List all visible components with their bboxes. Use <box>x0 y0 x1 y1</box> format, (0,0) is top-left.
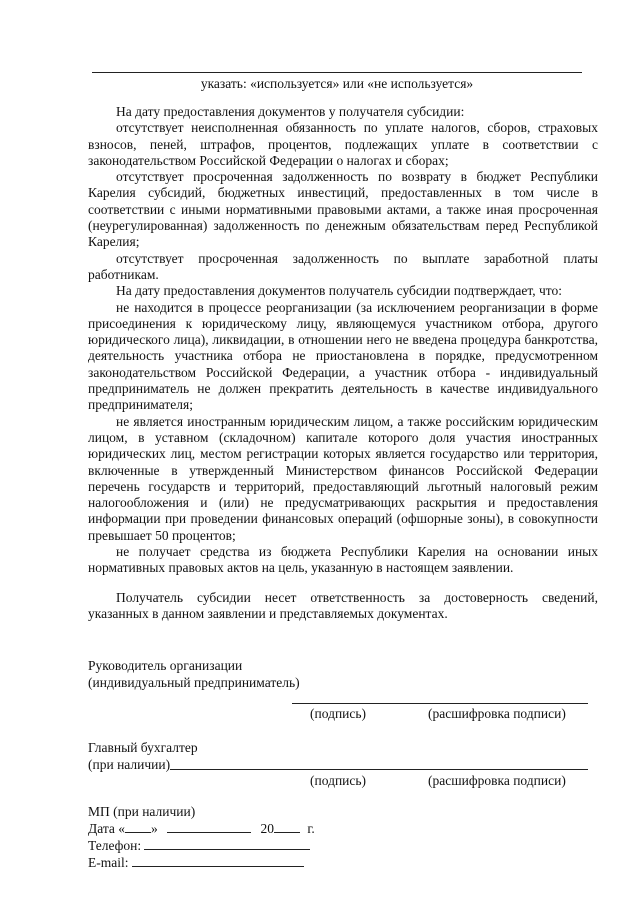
paragraph-no-other-funds: не получает средства из бюджета Республики Карелия на основании иных нормативных правовых актов на цель, указанную в настоящем заявлении. <box>88 544 598 576</box>
paragraph-intro-status: На дату предоставления документов у получателя субсидии: <box>116 104 465 119</box>
email-label: E-mail: <box>88 855 129 870</box>
paragraph-no-reorganization: не находится в процессе реорганизации (за исключением реорганизации в форме присоединения к юридическому лицу, являющемуся участником отбора, другого юридического лица), ликвидации, в отношении него не введена процедура банкротства, деятельность участника отбора не приостановлена в порядке, предусмотренном законодательством Российской Федерации, а участник отбора - индивидуальный предприниматель не должен прекратить деятельность в качестве индивидуального предпринимателя; <box>88 299 598 413</box>
date-day-field[interactable] <box>125 820 151 833</box>
paragraph-intro-confirm: На дату предоставления документов получатель субсидии подтверждает, что: <box>116 283 563 299</box>
accountant-title-line1: Главный бухгалтер <box>88 740 198 755</box>
accountant-signature-caption: (подпись) <box>310 773 367 788</box>
paragraph-not-foreign: не является иностранным юридическим лицом, а также российским юридическим лицом, в уставном (складочном) капитале которого доля участия иностранных юридических лиц, местом регистрации которых является государство или территория, включенные в утвержденный Министерством финансов Российской Федерации перечень государств и территорий, предоставляющий льготный налоговый режим налогообложения и (или) не предусматривающих раскрытия и предоставления информации при проведении финансовых операций (офшорные зоны), в совокупности превышает 50 процентов; <box>88 413 598 543</box>
document-body <box>88 104 598 622</box>
date-year-prefix: 20 <box>260 821 275 836</box>
email-row <box>88 854 304 871</box>
paragraph-no-budget-debt: отсутствует просроченная задолженность по возврату в бюджет Республики Карелия субсидий, бюджетных инвестиций, предоставленных в том числе в соответствии с иными нормативными правовыми актами, а также иная просроченная (неурегулированная) задолженность по денежным обязательствам перед Республикой Карелия; <box>88 169 598 250</box>
date-year-field[interactable] <box>274 820 300 833</box>
paragraph-no-salary-debt: отсутствует просроченная задолженность по выплате заработной платы работникам. <box>88 250 598 282</box>
top-fill-line <box>92 72 582 73</box>
email-field[interactable] <box>132 854 304 867</box>
date-quote-close: » <box>151 821 158 836</box>
date-year-suffix: г. <box>307 821 315 836</box>
head-signature-line <box>292 703 588 704</box>
head-signature-caption: (подпись) <box>310 706 367 721</box>
date-prefix: Дата « <box>88 821 126 836</box>
usage-note: указать: «используется» или «не используется» <box>200 76 474 91</box>
stamp-label: МП (при наличии) <box>88 804 196 819</box>
head-decode-caption: (расшифровка подписи) <box>428 706 566 721</box>
head-title-line2: (индивидуальный предприниматель) <box>88 675 300 690</box>
paragraph-responsibility: Получатель субсидии несет ответственность за достоверность сведений, указанных в данном заявлении и представляемых документах. <box>88 589 598 621</box>
date-row <box>88 820 315 837</box>
date-month-field[interactable] <box>167 820 251 833</box>
phone-label: Телефон: <box>88 838 142 853</box>
paragraph-no-tax-debt: отсутствует неисполненная обязанность по уплате налогов, сборов, страховых взносов, пеней, штрафов, процентов, подлежащих уплате в соответствии с законодательством Российской Федерации о налогах и сборах; <box>88 120 598 168</box>
accountant-title-line2: (при наличии) <box>88 757 171 772</box>
phone-row <box>88 837 310 854</box>
accountant-signature-line <box>170 769 588 770</box>
phone-field[interactable] <box>144 837 310 850</box>
accountant-decode-caption: (расшифровка подписи) <box>428 773 566 788</box>
head-title-line1: Руководитель организации <box>88 658 243 673</box>
